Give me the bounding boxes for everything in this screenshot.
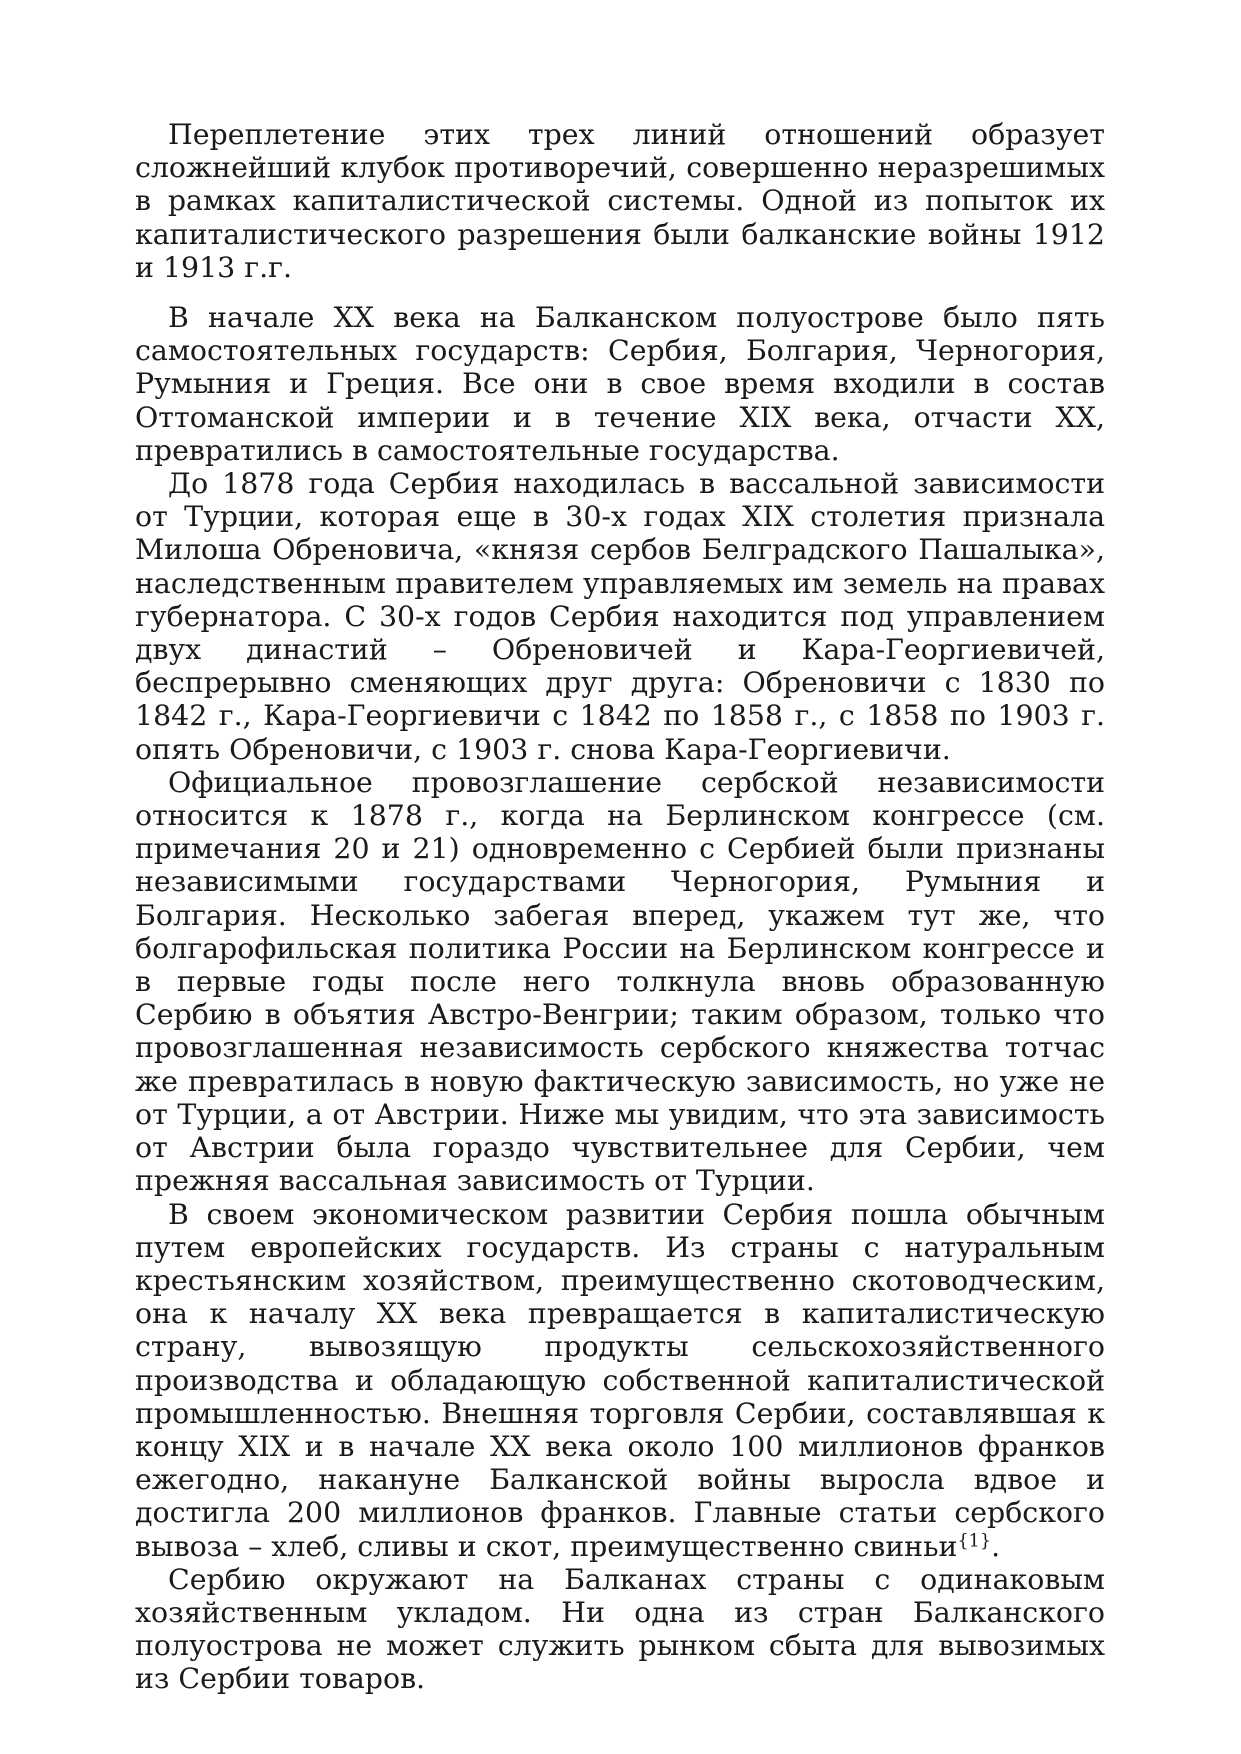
- paragraph-4: Официальное провозглашение сербской независимости относится к 1878 г., когда на Берлинском конгрессе (см. примечания 20 и 21) одновременно с Сербией были признаны независимыми государствами Черногория, Румыния и Болгария. Несколько забегая вперед, укажем тут же, что болгарофильская политика России на Берлинском конгрессе и в первые годы после него толкнула вновь образованную Сербию в объятия Австро-Венгрии; таким образом, только что провозглашенная независимость сербского княжества тотчас же превратилась в новую фактическую зависимость, но уже не от Турции, а от Австрии. Ниже мы увидим, что эта зависимость от Австрии была гораздо чувствительнее для Сербии, чем прежняя вассальная зависимость от Турции.: [135, 765, 1105, 1198]
- paragraph-5-text: В своем экономическом развитии Сербия пошла обычным путем европейских государств. Из страны с натуральным крестьянским хозяйством, преимущественно скотоводческим, она к началу XX века превращается в капиталистическую страну, вывозящую продукты сельскохозяйственного производства и обладающую собственной капиталистической промышленностью. Внешняя торговля Сербии, составлявшая к концу XIX и в начале XX века около 100 миллионов франков ежегодно, накануне Балканской войны выросла вдвое и достигла 200 миллионов франков. Главные статьи сербского вывоза – хлеб, сливы и скот, преимущественно свиньи: [135, 1197, 1105, 1563]
- paragraph-3: До 1878 года Сербия находилась в вассальной зависимости от Турции, которая еще в 30-х годах XIX столетия признала Милоша Обреновича, «князя сербов Белградского Пашалыка», наследственным правителем управляемых им земель на правах губернатора. С 30-х годов Сербия находится под управлением двух династий – Обреновичей и Кара-Георгиевичей, беспрерывно сменяющих друг друга: Обреновичи с 1830 по 1842 г., Кара-Георгиевичи с 1842 по 1858 г., с 1858 по 1903 г. опять Обреновичи, с 1903 г. снова Кара-Георгиевичи.: [135, 467, 1105, 766]
- paragraph-5: [135, 1198, 1105, 1563]
- page-text: [135, 118, 1105, 1696]
- footnote-reference[interactable]: {1}: [957, 1530, 992, 1551]
- paragraph-5-tail: .: [991, 1529, 1001, 1563]
- paragraph-2: В начале XX века на Балканском полуострове было пять самостоятельных государств: Сербия, Болгария, Черногория, Румыния и Греция. Все они в свое время входили в состав Оттоманской империи и в течение XIX века, отчасти XX, превратились в самостоятельные государства.: [135, 301, 1105, 467]
- paragraph-1: Переплетение этих трех линий отношений образует сложнейший клубок противоречий, совершенно неразрешимых в рамках капиталистической системы. Одной из попыток их капиталистического разрешения были балканские войны 1912 и 1913 г.г.: [135, 118, 1105, 284]
- paragraph-6: Сербию окружают на Балканах страны с одинаковым хозяйственным укладом. Ни одна из стран Балканского полуострова не может служить рынком сбыта для вывозимых из Сербии товаров.: [135, 1562, 1105, 1696]
